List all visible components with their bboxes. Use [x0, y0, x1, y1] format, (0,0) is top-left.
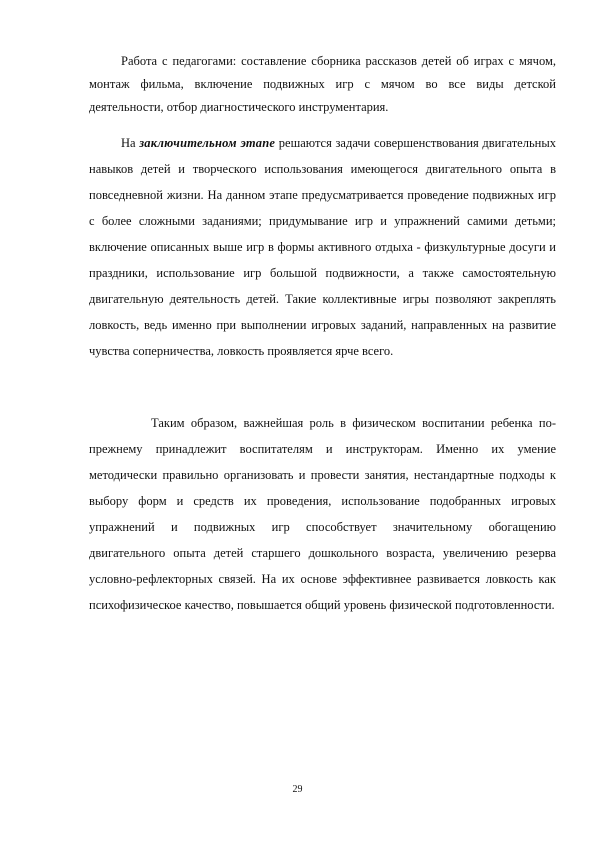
paragraph-text: Работа с педагогами: составление сборника рассказов детей об играх с мячом, монтаж фильма, включение подвижных игр с мячом во все виды детской деятельности, отбор диагностического инструментария. [89, 54, 556, 114]
emphasized-term: заключительном этапе [139, 136, 276, 150]
paragraph-text: Таким образом, важнейшая роль в физическом воспитании ребенка по-прежнему принадлежит воспитателям и инструкторам. Именно их умение методически правильно организовать и провести занятия, нестандартные подходы к выбору форм и средств их проведения, использование подобранных игровых упражнений и подвижных игр способствует значительному обогащению двигательного опыта детей старшего дошкольного возраста, увеличению резерва условно-рефлекторных связей. На их основе эффективнее развивается ловкость как психофизическое качество, повышается общий уровень физической подготовленности. [89, 416, 556, 612]
page-number: 29 [292, 784, 303, 795]
paragraph-conclusion [89, 410, 556, 618]
paragraph-final-stage [89, 130, 556, 364]
paragraph-teachers-work [89, 50, 556, 119]
paragraph-text: решаются задачи совершенствования двигательных навыков детей и творческого использования имеющегося двигательного опыта в повседневной жизни. На данном этапе предусматривается проведение подвижных игр с более сложными заданиями; придумывание игр и упражнений самими детьми; включение описанных выше игр в формы активного отдыха - физкультурные досуги и праздники, использование игр большой подвижности, а также самостоятельную двигательную деятельность детей. Такие коллективные игры позволяют закреплять ловкость, ведь именно при выполнении игровых заданий, направленных на развитие чувства соперничества, ловкость проявляется ярче всего. [89, 136, 557, 358]
paragraph-lead: На [121, 136, 136, 150]
